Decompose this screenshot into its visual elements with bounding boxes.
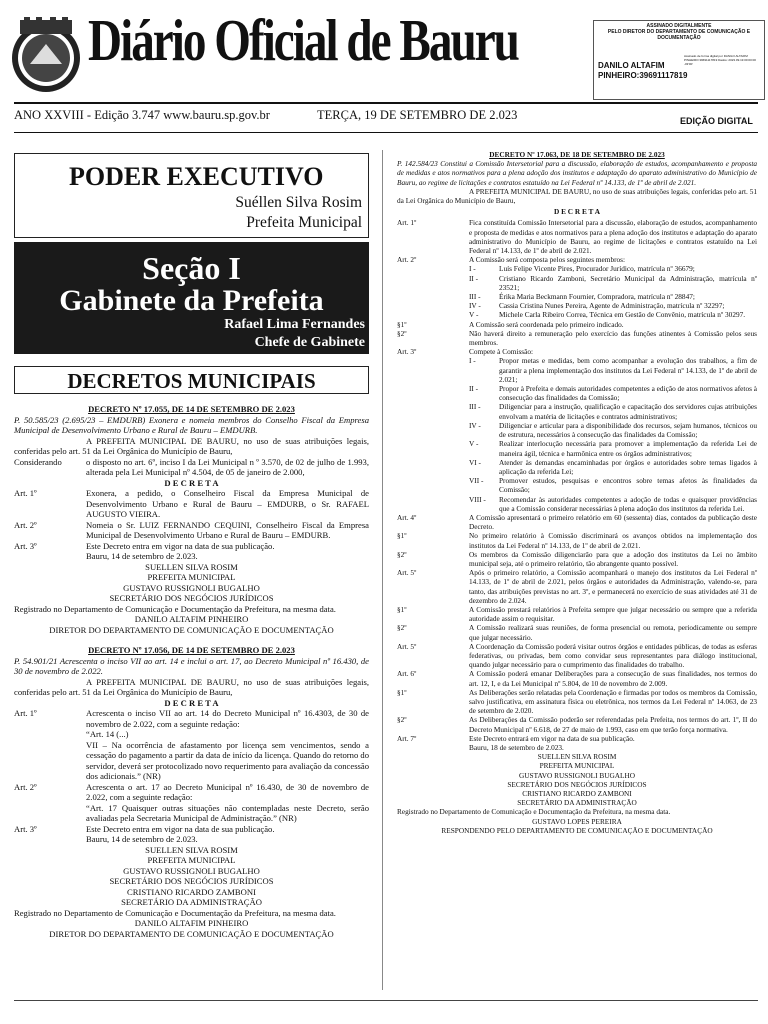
art-label: Art. 5º — [397, 641, 417, 651]
item-label: IV - — [469, 420, 481, 430]
secao-title: Seção I — [142, 250, 241, 286]
item-label: III - — [469, 292, 481, 302]
decree-3-art-6-par-1 — [397, 688, 757, 716]
competence-item — [469, 356, 757, 384]
art-label: Art. 1º — [14, 708, 37, 718]
decree-3-art-5b — [397, 642, 757, 670]
art-text: As Deliberações da Comissão poderão ser referendadas pela Prefeita, nos termos do art. 1º, II do Decreto Municipal nº 6.618, de 27 de maio de 1.993, caso em que terão força normativa. — [469, 715, 757, 734]
art-text: Não haverá direito a remuneração pelo exercício das funções atinentes à Comissão pelos seus membros. — [469, 328, 757, 348]
decree-2-heading: DECRETO Nº 17.056, DE 14 DE SETEMBRO DE 2.023 — [88, 645, 295, 655]
item-label: V - — [469, 310, 479, 320]
member-item — [469, 301, 757, 310]
item-text: Propor à Prefeita e demais autoridades competentes a edição de atos normativos afetos à consecução das finalidades da Comissão; — [499, 384, 757, 403]
item-label: VIII - — [469, 494, 486, 504]
signature-line: GUSTAVO LOPES PEREIRA — [532, 816, 622, 826]
left-column — [14, 404, 369, 939]
decree-3-art-6-par-2 — [397, 715, 757, 733]
decree-3-art-4-par-2 — [397, 550, 757, 568]
decree-1-art-3 — [14, 541, 369, 552]
decree-1-art-1 — [14, 488, 369, 520]
digital-signature-box — [593, 20, 765, 100]
edition-info: ANO XXVIII - Edição 3.747 www.bauru.sp.gov.br — [14, 108, 270, 122]
art-text: Este Decreto entra em vigor na data de sua publicação. — [86, 823, 275, 834]
art-text: A Comissão apresentará o primeiro relatório em 60 (sessenta) dias, contados da publicação deste Decreto. — [469, 512, 757, 532]
art-label: Art. 2º — [14, 519, 37, 530]
competence-item — [469, 458, 757, 476]
art-label: §2º — [397, 623, 407, 633]
decretos-municipais-title: DECRETOS MUNICIPAIS — [14, 366, 369, 394]
decree-2-ementa: P. 54.901/21 Acrescenta o inciso VII ao art. 14 e inclui o art. 17, ao Decreto Municipal nº 16.430, de 30 de novembro de 2.022. — [14, 655, 369, 676]
signature-line: SECRETÁRIO DA ADMINISTRAÇÃO — [121, 897, 262, 907]
decree-3-art-1 — [397, 218, 757, 255]
item-label: II - — [469, 273, 479, 283]
decree-3-art-2 — [397, 255, 757, 264]
decree-2-decreta: D E C R E T A — [164, 697, 219, 708]
competence-item — [469, 439, 757, 457]
signature-line: CRISTIANO RICARDO ZAMBONI — [522, 789, 632, 799]
decree-3-par-2 — [397, 329, 757, 347]
art-text: Este Decreto entrará em vigor na data de sua publicação. — [469, 733, 635, 743]
signature-line: RESPONDENDO PELO DEPARTAMENTO DE COMUNICAÇÃO E DOCUMENTAÇÃO — [441, 825, 713, 835]
decree-3-intro: A PREFEITA MUNICIPAL DE BAURU, no uso de suas atribuições legais, conferidas pelo art. 51 da Lei Orgânica do Município de Bauru, — [397, 186, 757, 206]
art-text: Este Decreto entra em vigor na data de sua publicação. — [86, 540, 275, 551]
member-item — [469, 264, 757, 273]
city-seal-icon — [6, 16, 86, 96]
decree-2-date: Bauru, 14 de setembro de 2.023. — [86, 834, 198, 844]
footer-rule — [14, 1000, 758, 1001]
item-text: Propor metas e medidas, bem como acompanhar a evolução dos trabalhos, a fim de garantir a plena implementação dos institutos da Lei Federal nº 14.133, de 1º de abril de 2.021; — [499, 356, 757, 384]
decree-2-art-2 — [14, 782, 369, 803]
art-text: Acrescenta o art. 17 ao Decreto Municipal nº 16.430, de 30 de novembro de 2.022, com a seguinte redação: — [86, 781, 369, 802]
signature-line: SECRETÁRIO DOS NEGÓCIOS JURÍDICOS — [109, 593, 274, 603]
item-label: II - — [469, 384, 479, 394]
art-label: §1º — [397, 604, 407, 614]
edition-label: EDIÇÃO DIGITAL — [680, 116, 753, 126]
art-text: Fica constituída Comissão Intersetorial para a discussão, elaboração de estudos, acompanhamento e proposta de medidas e atos normativos para a plena adoção dos institutos e adaptação do aparato administrativo do Município de Bauru, ao regime de licitações e contratos estatuído na Lei Federal nº 14.133, de 1º de abril de 2.021. — [469, 218, 757, 256]
art-text: Acrescenta o inciso VII ao art. 14 do Decreto Municipal nº 16.4303, de 30 de novembro de 2.022, com a seguinte redação: — [86, 708, 369, 729]
registration-note: Registrado no Departamento de Comunicação e Documentação da Prefeitura, na mesma data. — [14, 603, 336, 614]
art-label: §1º — [397, 319, 407, 329]
art-text: Os membros da Comissão diligenciarão para que a adoção dos institutos da Lei no âmbito municipal seja, até o primeiro relatório, tão abrangente quanto possível. — [469, 549, 757, 568]
decree-2-art-3 — [14, 824, 369, 835]
signature-line: SUELLEN SILVA ROSIM — [145, 561, 238, 572]
decree-3-art-5-par-1 — [397, 605, 757, 623]
signature-line: PREFEITA MUNICIPAL — [147, 855, 236, 865]
signature-line: SECRETÁRIO DOS NEGÓCIOS JURÍDICOS — [109, 876, 274, 886]
secao-subtitle: Gabinete da Prefeita — [59, 284, 324, 317]
decree-3-heading: DECRETO Nº 17.063, DE 18 DE SETEMBRO DE 2.023 — [489, 150, 665, 159]
item-text: Atender às demandas encaminhadas por órgãos e autoridades sobre temas ligados à aplicação da referida Lei; — [499, 457, 757, 476]
art-text: A Comissão prestará relatórios à Prefeita sempre que julgar necessário ou sempre que a referida autoridade assim o requisitar. — [469, 604, 757, 624]
executivo-name: Suéllen Silva Rosim — [235, 194, 362, 211]
decree-3-date: Bauru, 18 de setembro de 2.023. — [469, 743, 564, 752]
decree-2-quote-3: “Art. 17 Quaisquer outras situações não contempladas neste Decreto, serão avaliadas pela Secretaria Municipal de Administração.” (NR) — [86, 802, 369, 823]
art-label: Art. 3º — [14, 823, 37, 834]
item-label: VII - — [469, 476, 484, 486]
competence-item — [469, 476, 757, 494]
decree-2-intro: A PREFEITA MUNICIPAL DE BAURU, no uso de suas atribuições legais, conferidas pelo art. 51 da Lei Orgânica do Município de Bauru, — [14, 676, 369, 697]
item-label: V - — [469, 439, 479, 449]
decree-3-par-1 — [397, 320, 757, 329]
art-text: Exonera, a pedido, o Conselheiro Fiscal da Empresa Municipal de Desenvolvimento Urbano e Rural de Bauru – EMDURB, o Sr. RAFAEL AUGUSTO VIEIRA. — [86, 488, 369, 519]
item-text: Realizar interlocução necessária para promover a implementação da referida Lei de maneira ágil, técnica e harmônica entre os órgãos administrativos; — [499, 439, 757, 458]
executivo-title: PODER EXECUTIVO — [69, 162, 324, 191]
decree-3-decreta: D E C R E T A — [554, 207, 600, 217]
signature-line: DIRETOR DO DEPARTAMENTO DE COMUNICAÇÃO E DOCUMENTAÇÃO — [49, 624, 334, 635]
signature-line: SUELLEN SILVA ROSIM — [145, 844, 238, 855]
considerando-text: o disposto no art. 6º, inciso I da Lei Municipal n º 3.570, de 02 de julho de 1.993, alterada pela Lei Municipal nº 4.504, de 05 de janeiro de 2.000, — [86, 456, 369, 477]
decree-1-considerando — [14, 457, 369, 478]
art-label: §2º — [397, 549, 407, 559]
secao-box — [14, 242, 369, 354]
art-label: Art. 4º — [397, 512, 417, 522]
item-label: I - — [469, 264, 476, 274]
member-item — [469, 274, 757, 292]
item-text: Cassia Cristina Nunes Pereira, Agente de Administração, matrícula nº 32297; — [499, 301, 725, 311]
signature-line: GUSTAVO RUSSIGNOLI BUGALHO — [518, 770, 636, 780]
decree-3-art-4 — [397, 513, 757, 531]
decree-3-art-5-par-2 — [397, 623, 757, 641]
item-text: Promover estudos, pesquisas e encontros sobre temas afetos às finalidades da Comissão; — [499, 476, 757, 495]
signature-line: GUSTAVO RUSSIGNOLI BUGALHO — [123, 582, 260, 593]
masthead-rule — [14, 102, 758, 104]
item-text: Diligenciar e articular para a disponibilidade dos recursos, sejam humanos, técnicos ou de estrutura, necessários à consecução das finalidades da Comissão; — [499, 420, 757, 440]
art-label: §2º — [397, 328, 407, 338]
poder-executivo-box — [14, 153, 369, 238]
signature-line: PREFEITA MUNICIPAL — [539, 761, 615, 771]
signature-line: DANILO ALTAFIM PINHEIRO — [134, 918, 249, 928]
decree-1-art-2 — [14, 520, 369, 541]
decree-1-heading: DECRETO Nº 17.055, DE 14 DE SETEMBRO DE 2.023 — [88, 404, 295, 414]
signature-line: CRISTIANO RICARDO ZAMBONI — [127, 886, 256, 897]
item-label: IV - — [469, 301, 481, 311]
art-label: Art. 3º — [14, 540, 37, 551]
art-label: §2º — [397, 715, 407, 725]
signature-line: DANILO ALTAFIM PINHEIRO — [134, 614, 249, 624]
art-label: Art. 2º — [397, 255, 417, 265]
member-item — [469, 310, 757, 319]
signer-details: Assinado de forma digital por DANILO ALTAFIM PINHEIRO:39691117819 Dados: 2023.09.19 00:00:00 -03'00' — [684, 54, 756, 66]
decree-2-art-1 — [14, 708, 369, 729]
decree-3-art-5 — [397, 568, 757, 605]
competence-item — [469, 384, 757, 402]
publication-date: TERÇA, 19 DE SETEMBRO DE 2.023 — [317, 108, 518, 122]
art-label: Art. 2º — [14, 781, 37, 792]
item-text: Diligenciar para a instrução, qualificação e capacitação dos servidores cujas atribuições envolvam a matéria de licitações e contratos administrativos; — [499, 402, 757, 421]
item-text: Recomendar às autoridades competentes a adoção de todas e quaisquer providências que a Comissão considerar necessárias à plena adoção dos institutos da referida Lei. — [499, 494, 757, 513]
signature-header: ASSINADO DIGITALMENTE PELO DIRETOR DO DEPARTAMENTO DE COMUNICAÇÃO E DOCUMENTAÇÃO — [607, 23, 751, 41]
item-text: Michele Carla Ribeiro Correa, Técnica em Gestão de Convênio, matrícula nº 30297. — [499, 310, 746, 320]
signature-line: PREFEITA MUNICIPAL — [147, 572, 236, 582]
meta-rule — [14, 132, 758, 133]
signature-line: SECRETÁRIO DA ADMINISTRAÇÃO — [517, 798, 637, 808]
art-text: Após o primeiro relatório, a Comissão acompanhará o manejo dos institutos da Lei Federal nº 14.133, de 1º de abril de 2.021, pelos órgãos e autoridades da Administração, valendo-se, para tanto, das atribuições previstas no art. 3º, e permanecerá no exercício de suas atividades até 31 de dezembro de 2.024. — [469, 568, 757, 605]
art-text: A Comissão será coordenada pelo primeiro indicado. — [469, 319, 624, 329]
decree-2-quote-1: “Art. 14 (...) — [86, 729, 129, 739]
art-label: Art. 6º — [397, 669, 417, 679]
competence-item — [469, 421, 757, 439]
item-label: VI - — [469, 457, 481, 467]
secao-name: Rafael Lima Fernandes — [224, 317, 365, 332]
decree-3-art-6 — [397, 669, 757, 687]
signature-line: SUELLEN SILVA ROSIM — [537, 752, 617, 762]
registration-note: Registrado no Departamento de Comunicação e Documentação da Prefeitura, na mesma data. — [14, 907, 336, 918]
art-text: As Deliberações serão relatadas pela Coordenação e firmadas por todos os membros da Comissão, salvo justificativa, em assinatura física ou eletrônica, nos termos da Lei Federal nº 14.063, de 23 de setembro de 2.020. — [469, 687, 757, 716]
item-text: Cristiano Ricardo Zamboni, Secretário Municipal da Administração, matrícula nº 23521; — [499, 273, 757, 292]
decree-3-ementa: P. 142.584/23 Constitui a Comissão Intersetorial para a discussão, elaboração de estudos, acompanhamento e proposta de medidas e atos normativos para a plena adoção dos institutos e adaptação do aparato administrativo do Município de Bauru, ao regime de licitações e contratos estatuído na Lei Federal nº 14.133, de 1º de abril de 2.021. — [397, 159, 757, 187]
art-text: No primeiro relatório à Comissão discriminará os avanços obtidos na implementação dos institutos da Lei Federal nº 14.133, de 1º de abril de 2.021. — [469, 531, 757, 550]
considerando-label: Considerando — [14, 456, 62, 467]
column-divider — [382, 150, 383, 990]
executivo-role: Prefeita Municipal — [246, 214, 362, 231]
art-label: §1º — [397, 687, 407, 697]
art-text: A Comissão poderá emanar Deliberações para a consecução de suas finalidades, nos termos do art. 12, I, e da Lei Municipal nº 5.804, de 10 de novembro de 2.009. — [469, 669, 757, 688]
decree-1-date: Bauru, 14 de setembro de 2.023. — [86, 551, 198, 561]
member-item — [469, 292, 757, 301]
art-text: A Coordenação da Comissão poderá visitar outros órgãos e entidades públicas, de todas as esferas federativas, ou privadas, bem como convidar seus representantes para diálogo institucional, quando julgar necessário para o cumprimento das finalidades do trabalho. — [469, 641, 757, 670]
decree-2-quote-2: VII – Na ocorrência de afastamento por licença sem vencimentos, sendo a cessação do pagamento a partir da data de início da licença. Quando do retorno do servidor, deverá ser protocolizado novo requerimento para avaliação da concessão dos adicionais.” (NR) — [86, 739, 369, 781]
art-text: A Comissão será composta pelos seguintes membros: — [469, 255, 626, 265]
item-label: I - — [469, 356, 476, 366]
signature-line: GUSTAVO RUSSIGNOLI BUGALHO — [123, 865, 260, 876]
competence-item — [469, 402, 757, 420]
signature-line: SECRETÁRIO DOS NEGÓCIOS JURÍDICOS — [507, 779, 647, 789]
secao-role: Chefe de Gabinete — [254, 335, 365, 350]
competence-item — [469, 495, 757, 513]
signature-line: DIRETOR DO DEPARTAMENTO DE COMUNICAÇÃO E DOCUMENTAÇÃO — [49, 928, 334, 939]
newspaper-title: Diário Oficial de Bauru — [88, 7, 518, 73]
art-text: A Comissão realizará suas reuniões, de forma presencial ou remota, periodicamente ou sempre que julgar necessário. — [469, 623, 757, 642]
art-label: §1º — [397, 531, 407, 541]
decree-3-art-7 — [397, 734, 757, 743]
decree-3-art-3 — [397, 347, 757, 356]
art-label: Art. 1º — [14, 488, 37, 498]
art-label: Art. 3º — [397, 347, 417, 357]
item-text: Luís Felipe Vicente Pires, Procurador Jurídico, matrícula nº 36679; — [499, 264, 695, 274]
right-column — [397, 150, 757, 835]
item-text: Érika Maria Beckmann Fournier, Compradora, matrícula nº 28847; — [499, 292, 695, 302]
art-label: Art. 1º — [397, 218, 417, 228]
decree-1-ementa: P. 50.585/23 (2.695/23 – EMDURB) Exonera e nomeia membros do Conselho Fiscal da Empresa Municipal de Desenvolvimento Urbano e Rural de Bauru – EMDURB. — [14, 414, 369, 435]
item-label: III - — [469, 402, 481, 412]
decree-1-decreta: D E C R E T A — [164, 477, 219, 488]
art-label: Art. 5º — [397, 568, 417, 578]
registration-note: Registrado no Departamento de Comunicação e Documentação da Prefeitura, na mesma data. — [397, 807, 671, 817]
signer-name: DANILO ALTAFIM PINHEIRO:39691117819 — [598, 61, 688, 80]
art-label: Art. 7º — [397, 733, 417, 743]
art-text: Compete à Comissão: — [469, 347, 534, 357]
decree-3-art-4-par-1 — [397, 531, 757, 549]
decree-1-intro: A PREFEITA MUNICIPAL DE BAURU, no uso de suas atribuições legais, conferidas pelo art. 51 da Lei Orgânica do Município de Bauru, — [14, 435, 369, 456]
art-text: Nomeia o Sr. LUIZ FERNANDO CEQUINI, Conselheiro Fiscal da Empresa Municipal de Desenvolvimento Urbano e Rural de Bauru – EMDURB. — [86, 519, 369, 540]
